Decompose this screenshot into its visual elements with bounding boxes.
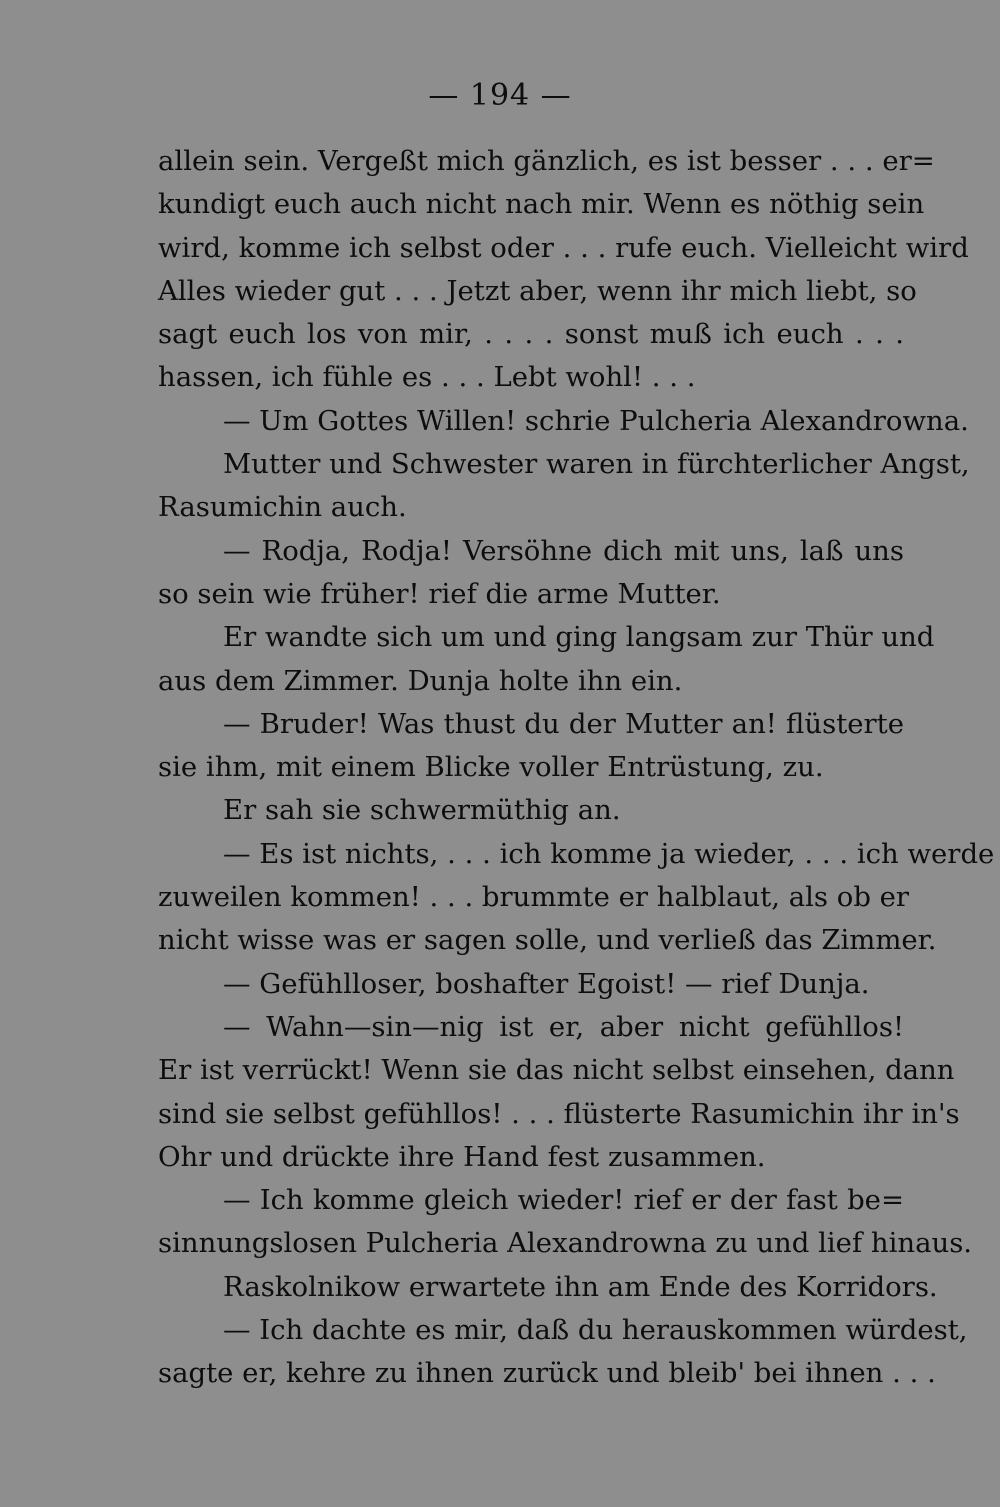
page-number: — 194 — bbox=[428, 78, 572, 113]
text-line: Mutter und Schwester waren in fürchterlicher Angst, bbox=[223, 448, 970, 481]
text-line: Rasumichin auch. bbox=[158, 491, 407, 524]
text-line: zuweilen kommen! . . . brummte er halblaut, als ob er bbox=[158, 881, 910, 914]
text-line: Raskolnikow erwartete ihn am Ende des Korridors. bbox=[223, 1270, 938, 1303]
text-line: kundigt euch auch nicht nach mir. Wenn es nöthig sein bbox=[158, 188, 925, 221]
text-line: aus dem Zimmer. Dunja holte ihn ein. bbox=[158, 664, 683, 697]
text-line: sind sie selbst gefühllos! . . . flüsterte Rasumichin ihr in's bbox=[158, 1097, 960, 1130]
text-line: — Ich dachte es mir, daß du herauskommen würdest, bbox=[223, 1314, 968, 1347]
text-line: Er ist verrückt! Wenn sie das nicht selbst einsehen, dann bbox=[158, 1054, 955, 1087]
text-line: — Ich komme gleich wieder! rief er der fast be= bbox=[223, 1184, 904, 1217]
text-line: sagte er, kehre zu ihnen zurück und bleib' bei ihnen . . . bbox=[158, 1357, 936, 1390]
text-line: hassen, ich fühle es . . . Lebt wohl! . . . bbox=[158, 361, 696, 394]
body-text bbox=[158, 140, 995, 1396]
text-line: allein sein. Vergeßt mich gänzlich, es ist besser . . . er= bbox=[158, 145, 935, 177]
text-line: — Es ist nichts, . . . ich komme ja wieder, . . . ich werde bbox=[223, 837, 995, 870]
text-line: Alles wieder gut . . . Jetzt aber, wenn ihr mich liebt, so bbox=[158, 274, 917, 307]
text-line: Ohr und drückte ihre Hand fest zusammen. bbox=[158, 1140, 766, 1173]
text-line: so sein wie früher! rief die arme Mutter. bbox=[158, 577, 721, 610]
text-line: Er sah sie schwermüthig an. bbox=[223, 794, 621, 827]
text-line: sinnungslosen Pulcheria Alexandrowna zu und lief hinaus. bbox=[158, 1227, 973, 1260]
text-line: Er wandte sich um und ging langsam zur Thür und bbox=[223, 621, 935, 654]
text-line: nicht wisse was er sagen solle, und verließ das Zimmer. bbox=[158, 924, 937, 957]
text-line: — Bruder! Was thust du der Mutter an! flüsterte bbox=[223, 707, 904, 740]
text-line: sagt euch los von mir, . . . . sonst muß ich euch . . . bbox=[158, 318, 904, 351]
text-line: — Gefühlloser, boshafter Egoist! — rief Dunja. bbox=[223, 967, 870, 1000]
text-line: — Wahn—sin—nig ist er, aber nicht gefühllos! bbox=[223, 1010, 904, 1043]
text-line: wird, komme ich selbst oder . . . rufe euch. Vielleicht wird bbox=[158, 231, 969, 264]
text-line: — Rodja, Rodja! Versöhne dich mit uns, laß uns bbox=[223, 534, 904, 567]
text-line: — Um Gottes Willen! schrie Pulcheria Alexandrowna. bbox=[223, 404, 969, 437]
text-line: sie ihm, mit einem Blicke voller Entrüstung, zu. bbox=[158, 751, 824, 784]
